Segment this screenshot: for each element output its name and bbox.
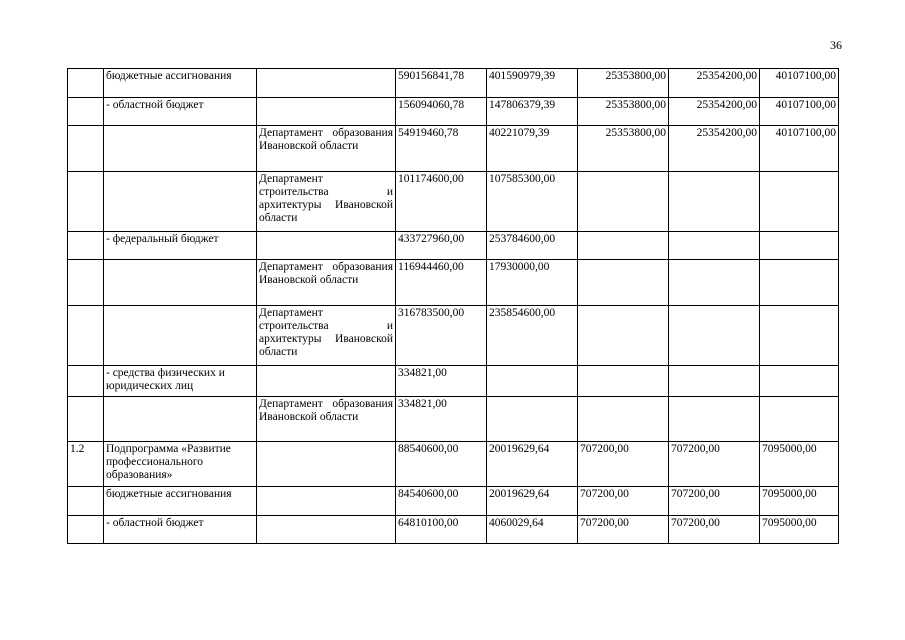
cell-executor: Департамент строительства и архитектуры Ивановской области xyxy=(257,172,396,232)
cell-value: 334821,00 xyxy=(396,366,487,397)
cell-name xyxy=(104,172,257,232)
cell-name xyxy=(104,126,257,172)
page-number: 36 xyxy=(830,38,842,52)
table-row xyxy=(68,366,839,397)
cell-value xyxy=(487,366,578,397)
table-row xyxy=(68,397,839,442)
cell-executor xyxy=(257,98,396,126)
cell-value xyxy=(669,306,760,366)
cell-no xyxy=(68,306,104,366)
cell-value: 7095000,00 xyxy=(760,516,839,544)
cell-value: 707200,00 xyxy=(578,516,669,544)
cell-value: 4060029,64 xyxy=(487,516,578,544)
cell-value xyxy=(669,232,760,260)
cell-value: 17930000,00 xyxy=(487,260,578,306)
cell-value: 316783500,00 xyxy=(396,306,487,366)
cell-no xyxy=(68,260,104,306)
cell-value: 334821,00 xyxy=(396,397,487,442)
cell-value: 40107100,00 xyxy=(760,98,839,126)
table-row xyxy=(68,172,839,232)
table-row xyxy=(68,442,839,487)
cell-value: 25354200,00 xyxy=(669,126,760,172)
cell-no xyxy=(68,366,104,397)
cell-value: 707200,00 xyxy=(669,487,760,516)
cell-value: 88540600,00 xyxy=(396,442,487,487)
cell-value xyxy=(487,397,578,442)
cell-value xyxy=(578,232,669,260)
cell-value: 235854600,00 xyxy=(487,306,578,366)
cell-no xyxy=(68,516,104,544)
cell-value: 590156841,78 xyxy=(396,69,487,98)
cell-name: бюджетные ассигнования xyxy=(104,487,257,516)
cell-value: 40221079,39 xyxy=(487,126,578,172)
table-row xyxy=(68,69,839,98)
cell-name: - областной бюджет xyxy=(104,516,257,544)
cell-value xyxy=(669,397,760,442)
cell-value xyxy=(760,260,839,306)
cell-executor: Департамент образования Ивановской области xyxy=(257,126,396,172)
cell-value: 7095000,00 xyxy=(760,487,839,516)
cell-name: - федеральный бюджет xyxy=(104,232,257,260)
cell-no xyxy=(68,126,104,172)
cell-value: 156094060,78 xyxy=(396,98,487,126)
cell-value: 20019629,64 xyxy=(487,442,578,487)
cell-value: 147806379,39 xyxy=(487,98,578,126)
cell-value xyxy=(760,397,839,442)
cell-no xyxy=(68,397,104,442)
cell-value xyxy=(669,260,760,306)
cell-name xyxy=(104,397,257,442)
cell-value: 107585300,00 xyxy=(487,172,578,232)
cell-name: бюджетные ассигнования xyxy=(104,69,257,98)
cell-no: 1.2 xyxy=(68,442,104,487)
cell-value: 707200,00 xyxy=(669,442,760,487)
cell-executor xyxy=(257,442,396,487)
cell-value: 253784600,00 xyxy=(487,232,578,260)
cell-value: 707200,00 xyxy=(578,487,669,516)
cell-value xyxy=(578,366,669,397)
cell-value: 25353800,00 xyxy=(578,98,669,126)
cell-executor: Департамент строительства и архитектуры Ивановской области xyxy=(257,306,396,366)
cell-value: 20019629,64 xyxy=(487,487,578,516)
table-row xyxy=(68,260,839,306)
cell-executor xyxy=(257,487,396,516)
cell-value xyxy=(578,306,669,366)
table-row xyxy=(68,487,839,516)
cell-value: 54919460,78 xyxy=(396,126,487,172)
cell-value: 116944460,00 xyxy=(396,260,487,306)
cell-no xyxy=(68,98,104,126)
cell-name xyxy=(104,260,257,306)
cell-value xyxy=(760,232,839,260)
cell-no xyxy=(68,232,104,260)
table-row xyxy=(68,306,839,366)
cell-value: 25354200,00 xyxy=(669,69,760,98)
cell-value: 25353800,00 xyxy=(578,126,669,172)
cell-value: 40107100,00 xyxy=(760,69,839,98)
cell-executor: Департамент образования Ивановской области xyxy=(257,260,396,306)
cell-value: 40107100,00 xyxy=(760,126,839,172)
cell-executor xyxy=(257,232,396,260)
cell-value: 433727960,00 xyxy=(396,232,487,260)
table-row xyxy=(68,232,839,260)
table-row xyxy=(68,98,839,126)
cell-value: 101174600,00 xyxy=(396,172,487,232)
cell-name: - областной бюджет xyxy=(104,98,257,126)
cell-value xyxy=(760,172,839,232)
table-row xyxy=(68,516,839,544)
cell-value xyxy=(669,172,760,232)
cell-value: 401590979,39 xyxy=(487,69,578,98)
cell-value: 7095000,00 xyxy=(760,442,839,487)
cell-value xyxy=(578,172,669,232)
cell-name xyxy=(104,306,257,366)
cell-value: 64810100,00 xyxy=(396,516,487,544)
cell-executor xyxy=(257,516,396,544)
table-row xyxy=(68,126,839,172)
cell-value: 707200,00 xyxy=(578,442,669,487)
cell-value: 84540600,00 xyxy=(396,487,487,516)
cell-value xyxy=(669,366,760,397)
cell-value: 25353800,00 xyxy=(578,69,669,98)
cell-value: 707200,00 xyxy=(669,516,760,544)
cell-value xyxy=(578,397,669,442)
cell-no xyxy=(68,172,104,232)
cell-executor xyxy=(257,69,396,98)
cell-no xyxy=(68,69,104,98)
cell-name: - средства физических и юридических лиц xyxy=(104,366,257,397)
cell-no xyxy=(68,487,104,516)
cell-executor: Департамент образования Ивановской области xyxy=(257,397,396,442)
cell-value xyxy=(578,260,669,306)
cell-name: Подпрограмма «Развитие профессионального образования» xyxy=(104,442,257,487)
cell-value xyxy=(760,306,839,366)
cell-value: 25354200,00 xyxy=(669,98,760,126)
cell-executor xyxy=(257,366,396,397)
budget-table xyxy=(67,68,839,544)
cell-value xyxy=(760,366,839,397)
